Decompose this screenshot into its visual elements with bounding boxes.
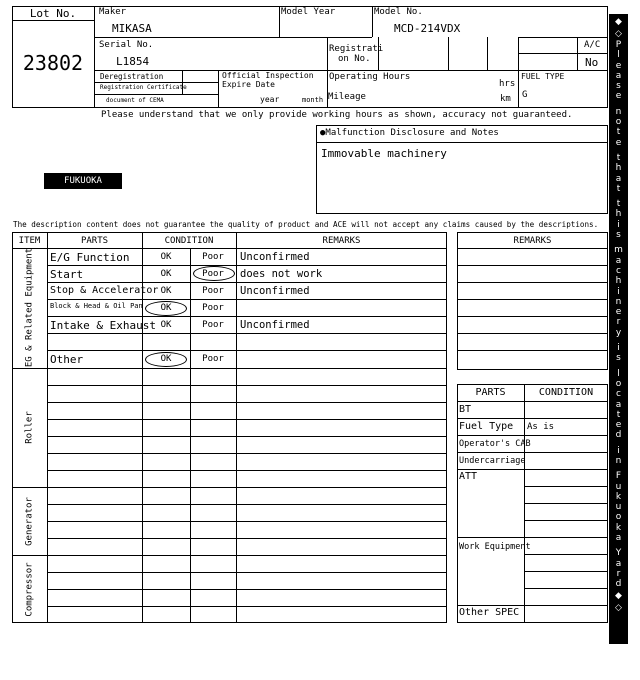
circle-start-poor xyxy=(193,266,235,281)
poor-option: Poor xyxy=(202,303,224,313)
sidebar-char: h xyxy=(615,163,622,174)
lot-number: 23802 xyxy=(22,51,84,75)
eg-part: Block & Head & Oil Pan xyxy=(50,302,143,310)
generator-row-line xyxy=(47,538,447,539)
section-roller: Roller xyxy=(24,411,35,444)
inspection-label-2: Expire Date xyxy=(222,80,275,89)
right-fuel-type: Fuel Type xyxy=(459,421,514,432)
right-condition-header: CONDITION xyxy=(538,387,594,398)
section-line-compressor xyxy=(12,555,447,556)
section-generator: Generator xyxy=(24,497,35,546)
header-row-line-4 xyxy=(94,94,218,95)
ok-option: OK xyxy=(160,303,172,313)
right-condition-row-line xyxy=(524,605,608,606)
eg-row-line xyxy=(47,350,447,351)
item-col-line xyxy=(47,232,48,623)
sidebar-char: i xyxy=(617,343,620,354)
compressor-row-line xyxy=(47,572,447,573)
mileage-label: Mileage xyxy=(328,92,366,102)
eg-row-line xyxy=(47,265,447,266)
lot-no-label: Lot No. xyxy=(29,7,77,20)
registration-certificate-label: Registration Certificate xyxy=(100,84,187,91)
ac-value: No xyxy=(585,56,599,69)
right-parts-row-line xyxy=(457,469,608,470)
malfunction-title-line xyxy=(316,142,608,143)
serial-no-label: Serial No. xyxy=(99,40,154,50)
right-condition-row-line xyxy=(524,520,608,521)
sidebar-char: r xyxy=(616,317,621,328)
sidebar-char: t xyxy=(616,409,621,420)
eg-part: Intake & Exhaust xyxy=(50,319,156,332)
sidebar-char: t xyxy=(616,127,621,138)
eg-row-line xyxy=(47,333,447,334)
roller-row-line xyxy=(47,419,447,420)
roller-row-line xyxy=(47,453,447,454)
right-fuel-type-value: As is xyxy=(527,422,555,432)
malfunction-title: ●Malfunction Disclosure and Notes xyxy=(320,128,499,138)
header-remarks: REMARKS xyxy=(322,236,361,246)
poor-option: Poor xyxy=(202,286,224,296)
ok-option: OK xyxy=(160,320,172,330)
main-header-line xyxy=(12,248,447,249)
right-condition-row-line xyxy=(524,571,608,572)
sidebar-char: l xyxy=(617,50,620,61)
maker-label: Maker xyxy=(99,7,127,17)
section-line-roller xyxy=(12,368,447,369)
sidebar-char: i xyxy=(617,286,620,297)
lot-label-divider xyxy=(12,20,94,21)
eg-part: Stop & Accelerator xyxy=(50,285,159,296)
right-undercarriage: Undercarriage xyxy=(459,456,526,466)
diamond-icon: ◆ xyxy=(615,17,622,27)
header-item: ITEM xyxy=(18,236,41,246)
right-parts-row-line xyxy=(457,452,608,453)
sidebar-char: o xyxy=(615,378,622,389)
sidebar-char: n xyxy=(615,106,622,117)
right-att: ATT xyxy=(459,471,478,482)
ok-option: OK xyxy=(160,286,172,296)
right-remarks-row-line xyxy=(457,350,608,351)
right-other-spec: Other SPEC xyxy=(459,607,520,618)
sidebar-char: t xyxy=(616,152,621,163)
sidebar-char: n xyxy=(615,455,622,466)
ok-option: OK xyxy=(160,252,172,262)
sidebar-char: a xyxy=(615,533,622,544)
roller-row-line xyxy=(47,385,447,386)
right-remarks-header: REMARKS xyxy=(513,236,552,246)
header-parts: PARTS xyxy=(80,236,109,246)
inspection-year-label: year xyxy=(260,95,280,104)
sidebar-char: e xyxy=(615,60,622,71)
compressor-row-line xyxy=(47,606,447,607)
model-year-label: Model Year xyxy=(281,7,336,17)
header-row-line-2b xyxy=(327,70,518,71)
malfunction-text: Immovable machinery xyxy=(321,147,447,160)
eg-remark: Unconfirmed xyxy=(240,251,310,263)
sidebar-char: a xyxy=(615,399,622,410)
compressor-row-line xyxy=(47,589,447,590)
sidebar-char: d xyxy=(615,579,622,590)
inspection-divider xyxy=(218,70,219,108)
header-condition: CONDITION xyxy=(164,236,214,246)
condition-col-line xyxy=(236,232,237,623)
right-condition-row-line xyxy=(524,503,608,504)
right-parts-row-line xyxy=(457,537,524,538)
sidebar-char: l xyxy=(617,368,620,379)
sidebar-char: e xyxy=(615,420,622,431)
sidebar-char: c xyxy=(616,389,621,400)
right-remarks-row-line xyxy=(457,299,608,300)
sidebar-char: o xyxy=(615,512,622,523)
disclaimer: The description content does not guarantee the quality of product and ACE will not accept any claims caused by the descriptions. xyxy=(13,220,599,229)
sidebar-text xyxy=(609,40,628,590)
sidebar-char: n xyxy=(615,296,622,307)
sidebar-char: F xyxy=(615,471,622,482)
sidebar-char: i xyxy=(617,445,620,456)
section-compressor: Compressor xyxy=(24,562,35,617)
diamond-outline-icon: ◇ xyxy=(615,602,622,613)
eg-row-line xyxy=(47,282,447,283)
sidebar-char: m xyxy=(614,245,623,256)
poor-option: Poor xyxy=(202,320,224,330)
right-parts-row-line xyxy=(457,605,524,606)
model-year-divider xyxy=(372,6,373,37)
serial-no-value: L1854 xyxy=(116,55,150,68)
sidebar-char: t xyxy=(616,183,621,194)
sidebar-char: a xyxy=(615,255,622,266)
eg-part: Start xyxy=(50,268,84,281)
section-line-generator xyxy=(12,487,447,488)
inspection-label-1: Official Inspection xyxy=(222,71,314,80)
eg-part: E/G Function xyxy=(50,251,130,264)
poor-option: Poor xyxy=(202,354,224,364)
location-sidebar xyxy=(609,14,628,644)
sidebar-char: s xyxy=(616,230,621,241)
sidebar-char: h xyxy=(615,209,622,220)
eg-remark: does not work xyxy=(240,268,323,280)
sidebar-char: d xyxy=(615,430,622,441)
sidebar-char: P xyxy=(615,40,622,50)
deregistration-label: Deregistration xyxy=(100,72,164,81)
right-remarks-row-line xyxy=(457,333,608,334)
sidebar-char: k xyxy=(615,491,622,502)
right-parts-row-line xyxy=(457,401,608,402)
right-bt: BT xyxy=(459,404,472,415)
fuel-divider xyxy=(518,37,519,108)
header-row-line-1b xyxy=(518,37,608,38)
sidebar-char: a xyxy=(615,173,622,184)
ok-option: OK xyxy=(160,354,172,364)
circle-other-ok xyxy=(145,352,187,367)
roller-row-line xyxy=(47,470,447,471)
poor-option: Poor xyxy=(202,252,224,262)
sidebar-char: h xyxy=(615,276,622,287)
diamond-icon: ◆ xyxy=(615,590,622,601)
right-condition-row-line xyxy=(524,588,608,589)
sidebar-char: c xyxy=(616,265,621,276)
sidebar-char: Y xyxy=(615,548,622,559)
sidebar-char: e xyxy=(615,91,622,102)
eg-row-line xyxy=(47,299,447,300)
right-remarks-row-line xyxy=(457,282,608,283)
right-condition-row-line xyxy=(524,537,608,538)
location-badge: FUKUOKA xyxy=(44,173,122,189)
cema-document-label: document of CEMA xyxy=(106,97,164,104)
ac-divider xyxy=(577,37,578,70)
eg-remark: Unconfirmed xyxy=(240,319,310,331)
inspection-month-label: month xyxy=(302,96,324,104)
right-condition-row-line xyxy=(524,486,608,487)
eg-part: Other xyxy=(50,353,84,366)
sidebar-char: o xyxy=(615,117,622,128)
hours-notice: Please understand that we only provide working hours as shown, accuracy not guaranteed. xyxy=(101,110,573,120)
right-parts-header: PARTS xyxy=(475,387,506,398)
roller-row-line xyxy=(47,436,447,437)
section-eg: EG & Related Equipment xyxy=(24,247,35,368)
maker-value: MIKASA xyxy=(112,22,152,35)
sidebar-char: s xyxy=(616,353,621,364)
right-work-equipment: Work Equipment xyxy=(459,542,531,552)
diamond-outline-icon: ◇ xyxy=(615,29,622,39)
right-parts-row-line xyxy=(457,435,608,436)
header-row-line-2d xyxy=(518,70,608,71)
model-no-label: Model No. xyxy=(374,7,423,17)
circle-block-ok xyxy=(145,301,187,316)
lot-divider xyxy=(94,6,95,108)
right-remarks-row-line xyxy=(457,265,608,266)
registration-label-2: on No. xyxy=(338,54,371,64)
right-condition-row-line xyxy=(524,554,608,555)
sidebar-char: i xyxy=(617,219,620,230)
sidebar-char: u xyxy=(615,502,622,513)
sidebar-char: e xyxy=(615,137,622,148)
generator-row-line xyxy=(47,521,447,522)
reg-cell-2 xyxy=(487,37,488,70)
fuel-type-label: FUEL TYPE xyxy=(521,72,565,81)
eg-row-line xyxy=(47,316,447,317)
sidebar-char: y xyxy=(615,327,622,338)
hrs-label: hrs xyxy=(499,79,516,89)
sidebar-char: a xyxy=(615,70,622,81)
right-operators-cab: Operator's CAB xyxy=(459,439,531,449)
sidebar-char: a xyxy=(615,558,622,569)
sidebar-char: t xyxy=(616,199,621,210)
right-remarks-row-line xyxy=(457,316,608,317)
ac-label: A/C xyxy=(584,40,601,50)
sidebar-char: u xyxy=(615,481,622,492)
generator-row-line xyxy=(47,504,447,505)
operating-hours-label: Operating Hours xyxy=(329,72,411,82)
sidebar-char: s xyxy=(616,81,621,92)
right-parts-row-line xyxy=(457,418,608,419)
malfunction-box xyxy=(316,125,608,214)
km-label: km xyxy=(500,94,511,104)
eg-remark: Unconfirmed xyxy=(240,285,310,297)
roller-row-line xyxy=(47,402,447,403)
fuel-type-value: G xyxy=(522,90,528,100)
right-remarks-row-line xyxy=(457,248,608,249)
registration-label-1: Registrati xyxy=(329,44,384,54)
sidebar-char: r xyxy=(616,568,621,579)
header-row-line-2c xyxy=(518,53,608,54)
model-no-value: MCD-214VDX xyxy=(394,22,461,35)
maker-divider xyxy=(279,6,280,37)
header-row-line-1 xyxy=(94,37,372,38)
poor-option: Poor xyxy=(202,269,224,279)
sidebar-char: e xyxy=(615,307,622,318)
sidebar-char: k xyxy=(615,522,622,533)
ok-option: OK xyxy=(160,269,172,279)
reg-cell-1 xyxy=(448,37,449,70)
header-row-line-3 xyxy=(94,82,218,83)
